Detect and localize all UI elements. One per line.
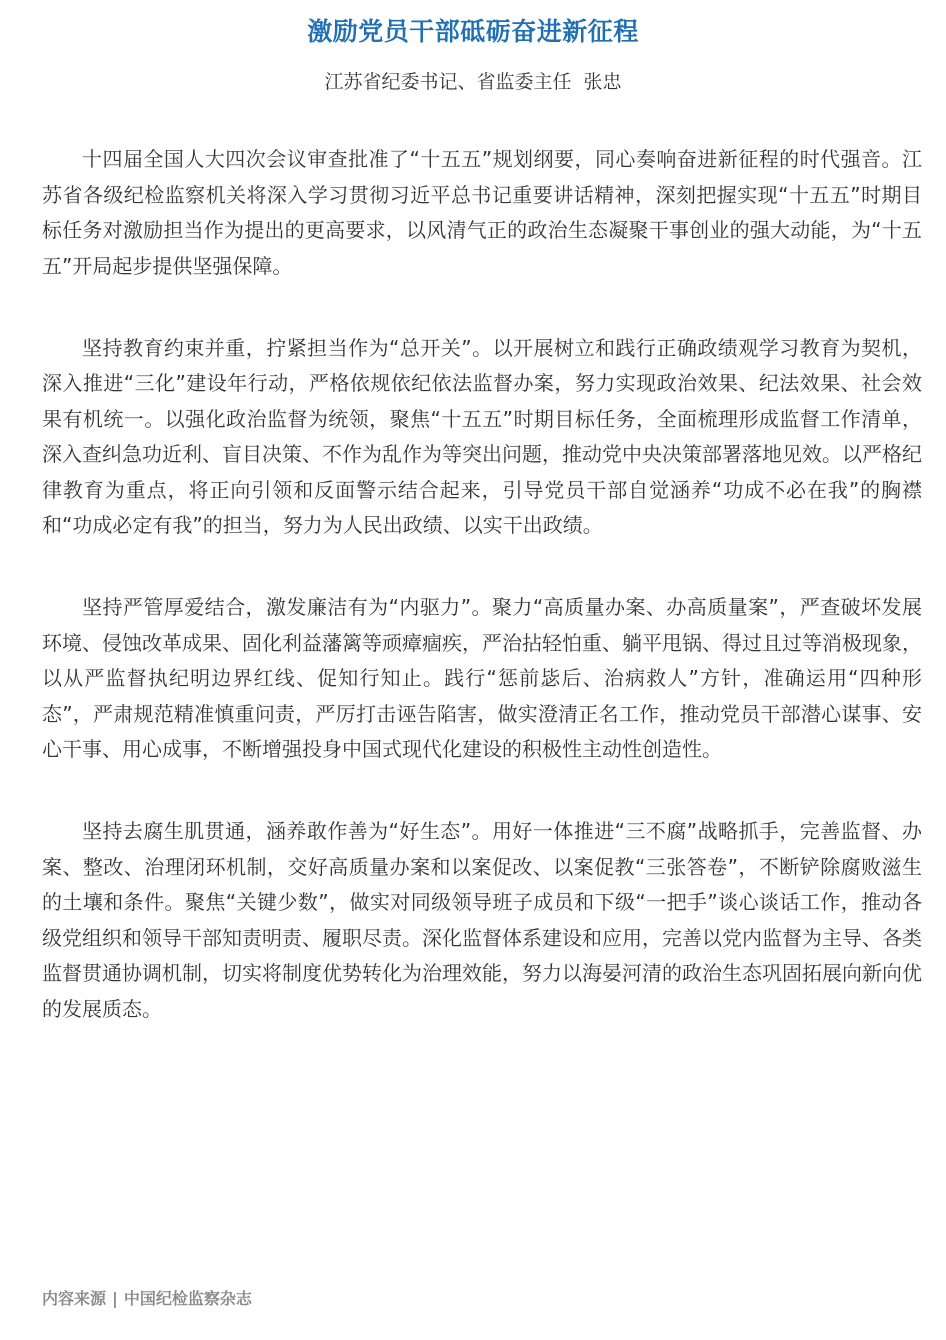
article-paragraph: 十四届全国人大四次会议审查批准了“十五五”规划纲要，同心奏响奋进新征程的时代强音。江苏省各级纪检监察机关将深入学习贯彻习近平总书记重要讲话精神，深刻把握实现“十五五”时期目标任务对激励担当作为提出的更高要求，以风清气正的政治生态凝聚干事创业的强大动能，为“十五五”开局起步提供坚强保障。 [42, 147, 922, 278]
article-paragraph: 坚持严管厚爱结合，激发廉洁有为“内驱力”。聚力“高质量办案、办高质量案”，严查破坏发展环境、侵蚀改革成果、固化利益藩篱等顽瘴痼疾，严治拈轻怕重、躺平甩锅、得过且过等消极现象，以从严监督执纪明边界红线、促知行知止。践行“惩前毖后、治病救人”方针，准确运用“四种形态”，严肃规范精准慎重问责，严厉打击诬告陷害，做实澄清正名工作，推动党员干部潜心谋事、安心干事、用心成事，不断增强投身中国式现代化建设的积极性主动性创造性。 [42, 595, 922, 761]
article-body [42, 142, 922, 1027]
source-separator: | [112, 1289, 118, 1308]
article-title: 激励党员干部砥砺奋进新征程 [307, 17, 639, 46]
article-byline: 江苏省纪委书记、省监委主任 张忠 [324, 71, 622, 93]
content-source [42, 1287, 252, 1311]
article-paragraph: 坚持教育约束并重，拧紧担当作为“总开关”。以开展树立和践行正确政绩观学习教育为契机，深入推进“三化”建设年行动，严格依规依纪依法监督办案，努力实现政治效果、纪法效果、社会效果有机统一。以强化政治监督为统领，聚焦“十五五”时期目标任务，全面梳理形成监督工作清单，深入查纠急功近利、盲目决策、不作为乱作为等突出问题，推动党中央决策部署落地见效。以严格纪律教育为重点，将正向引领和反面警示结合起来，引导党员干部自觉涵养“功成不必在我”的胸襟和“功成必定有我”的担当，努力为人民出政绩、以实干出政绩。 [42, 335, 922, 537]
source-name: 中国纪检监察杂志 [123, 1289, 252, 1308]
source-label: 内容来源 [42, 1289, 107, 1308]
article-paragraph: 坚持去腐生肌贯通，涵养敢作善为“好生态”。用好一体推进“三不腐”战略抓手，完善监督、办案、整改、治理闭环机制，交好高质量办案和以案促改、以案促教“三张答卷”，不断铲除腐败滋生的土壤和条件。聚焦“关键少数”，做实对同级领导班子成员和下级“一把手”谈心谈话工作，推动各级党组织和领导干部知责明责、履职尽责。深化监督体系建设和应用，完善以党内监督为主导、各类监督贯通协调机制，切实将制度优势转化为治理效能，努力以海晏河清的政治生态巩固拓展向新向优的发展质态。 [42, 819, 922, 1021]
